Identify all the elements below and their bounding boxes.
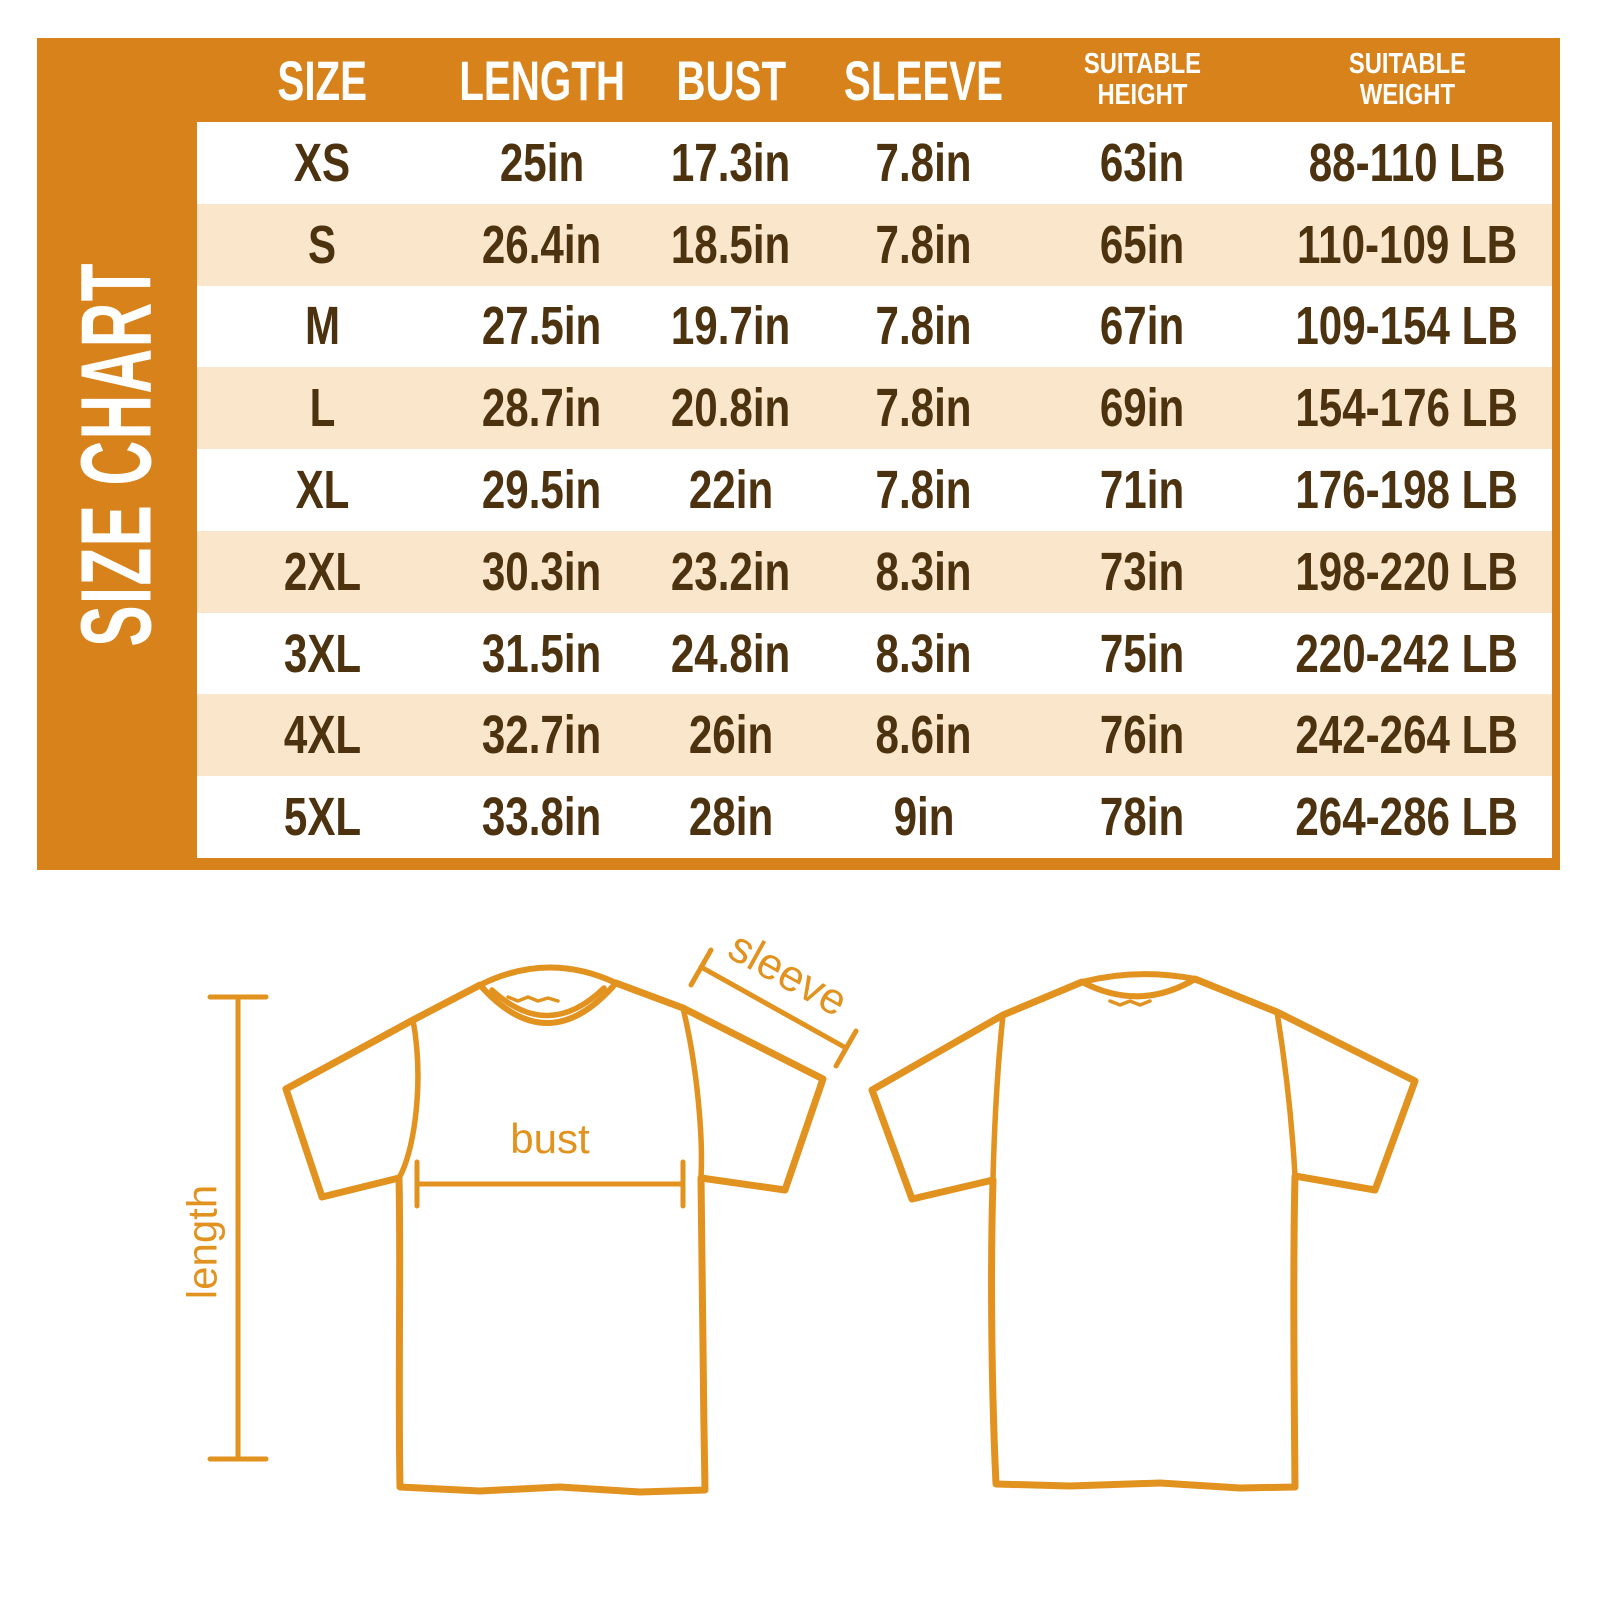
cell-suitable-weight: 198-220 LB — [1295, 541, 1519, 602]
cell-bust: 17.3in — [671, 132, 791, 193]
column-header-size — [197, 38, 448, 122]
cell-suitable-height: 73in — [1099, 541, 1185, 602]
cell-suitable-height: 75in — [1099, 623, 1185, 684]
cell-bust: 20.8in — [671, 378, 791, 439]
column-header-suitable-weight — [1262, 38, 1552, 122]
cell-sleeve: 7.8in — [875, 460, 972, 521]
cell-bust: 18.5in — [671, 214, 791, 275]
table-row-xs — [197, 122, 1552, 204]
cell-length: 32.7in — [482, 705, 602, 766]
tshirt-measurement-diagram — [0, 900, 1600, 1600]
cell-bust: 28in — [688, 787, 774, 848]
cell-length: 25in — [499, 132, 584, 193]
cell-sleeve: 9in — [893, 787, 955, 848]
cell-sleeve: 7.8in — [875, 296, 972, 357]
cell-sleeve: 7.8in — [875, 132, 972, 193]
table-row-5xl — [197, 776, 1552, 858]
column-header-label: LENGTH — [458, 48, 625, 112]
front-left-sleeve-seam — [399, 1020, 418, 1178]
back-left-sleeve-seam — [993, 1015, 1003, 1178]
cell-suitable-weight: 154-176 LB — [1295, 378, 1519, 439]
cell-suitable-weight: 176-198 LB — [1295, 460, 1519, 521]
cell-suitable-height: 71in — [1099, 460, 1185, 521]
column-header-label: SUITABLE WEIGHT — [1348, 47, 1466, 111]
tshirt-diagram-svg — [0, 900, 1600, 1600]
cell-length: 26.4in — [482, 214, 602, 275]
cell-suitable-weight: 109-154 LB — [1295, 296, 1519, 357]
back-right-sleeve-seam — [1277, 1012, 1295, 1176]
cell-size: 3XL — [283, 623, 361, 684]
cell-size: L — [309, 378, 336, 439]
cell-length: 28.7in — [482, 378, 602, 439]
cell-sleeve: 8.6in — [875, 705, 972, 766]
cell-size: S — [308, 214, 337, 275]
table-row-s — [197, 204, 1552, 286]
cell-suitable-weight: 264-286 LB — [1295, 787, 1519, 848]
column-header-length — [448, 38, 636, 122]
bust-label: bust — [510, 1115, 590, 1162]
table-row-l — [197, 367, 1552, 449]
cell-size: XL — [295, 460, 350, 521]
length-measurement — [179, 997, 267, 1459]
cell-suitable-weight: 88-110 LB — [1308, 132, 1506, 193]
cell-suitable-height: 76in — [1099, 705, 1185, 766]
cell-sleeve: 7.8in — [875, 214, 972, 275]
cell-bust: 26in — [688, 705, 774, 766]
front-collar-stitch — [508, 997, 558, 1001]
cell-sleeve: 8.3in — [875, 623, 972, 684]
cell-suitable-weight: 220-242 LB — [1295, 623, 1519, 684]
cell-suitable-height: 78in — [1099, 787, 1185, 848]
table-row-2xl — [197, 531, 1552, 613]
table-row-m — [197, 286, 1552, 368]
cell-size: 2XL — [283, 541, 361, 602]
cell-size: M — [304, 296, 340, 357]
cell-length: 31.5in — [482, 623, 602, 684]
back-tshirt-drawing — [872, 974, 1415, 1488]
cell-sleeve: 7.8in — [875, 378, 972, 439]
size-chart-panel — [37, 38, 1560, 870]
cell-bust: 24.8in — [671, 623, 791, 684]
cell-suitable-height: 69in — [1099, 378, 1185, 439]
length-label: length — [178, 1184, 226, 1300]
column-header-label: SLEEVE — [844, 48, 1004, 112]
cell-suitable-height: 65in — [1099, 214, 1185, 275]
column-header-bust — [636, 38, 826, 122]
cell-size: 5XL — [283, 787, 361, 848]
cell-suitable-height: 63in — [1099, 132, 1185, 193]
cell-bust: 22in — [688, 460, 774, 521]
table-header-row — [197, 38, 1552, 122]
size-table — [197, 122, 1552, 858]
cell-suitable-weight: 242-264 LB — [1295, 705, 1519, 766]
cell-size: 4XL — [283, 705, 361, 766]
back-collar-stitch — [1110, 1001, 1150, 1005]
cell-length: 30.3in — [482, 541, 602, 602]
table-row-xl — [197, 449, 1552, 531]
column-header-label: BUST — [675, 48, 786, 112]
bust-measurement — [417, 1115, 683, 1206]
cell-bust: 23.2in — [671, 541, 791, 602]
column-header-label: SUITABLE HEIGHT — [1083, 47, 1201, 111]
cell-length: 27.5in — [482, 296, 602, 357]
panel-title-sidebar — [37, 38, 197, 870]
sleeve-label: sleeve — [720, 921, 856, 1027]
cell-bust: 19.7in — [671, 296, 791, 357]
page-title: SIZE CHART — [60, 261, 173, 647]
table-row-3xl — [197, 613, 1552, 695]
cell-sleeve: 8.3in — [875, 541, 972, 602]
table-row-4xl — [197, 694, 1552, 776]
cell-size: XS — [294, 132, 351, 193]
cell-length: 29.5in — [482, 460, 602, 521]
cell-suitable-weight: 110-109 LB — [1296, 214, 1518, 275]
column-header-sleeve — [826, 38, 1022, 122]
cell-suitable-height: 67in — [1099, 296, 1185, 357]
sleeve-measurement — [691, 922, 856, 1066]
front-right-sleeve-seam — [683, 1008, 701, 1177]
column-header-suitable-height — [1022, 38, 1262, 122]
cell-length: 33.8in — [482, 787, 602, 848]
front-tshirt-drawing — [286, 967, 823, 1492]
column-header-label: SIZE — [277, 48, 368, 112]
